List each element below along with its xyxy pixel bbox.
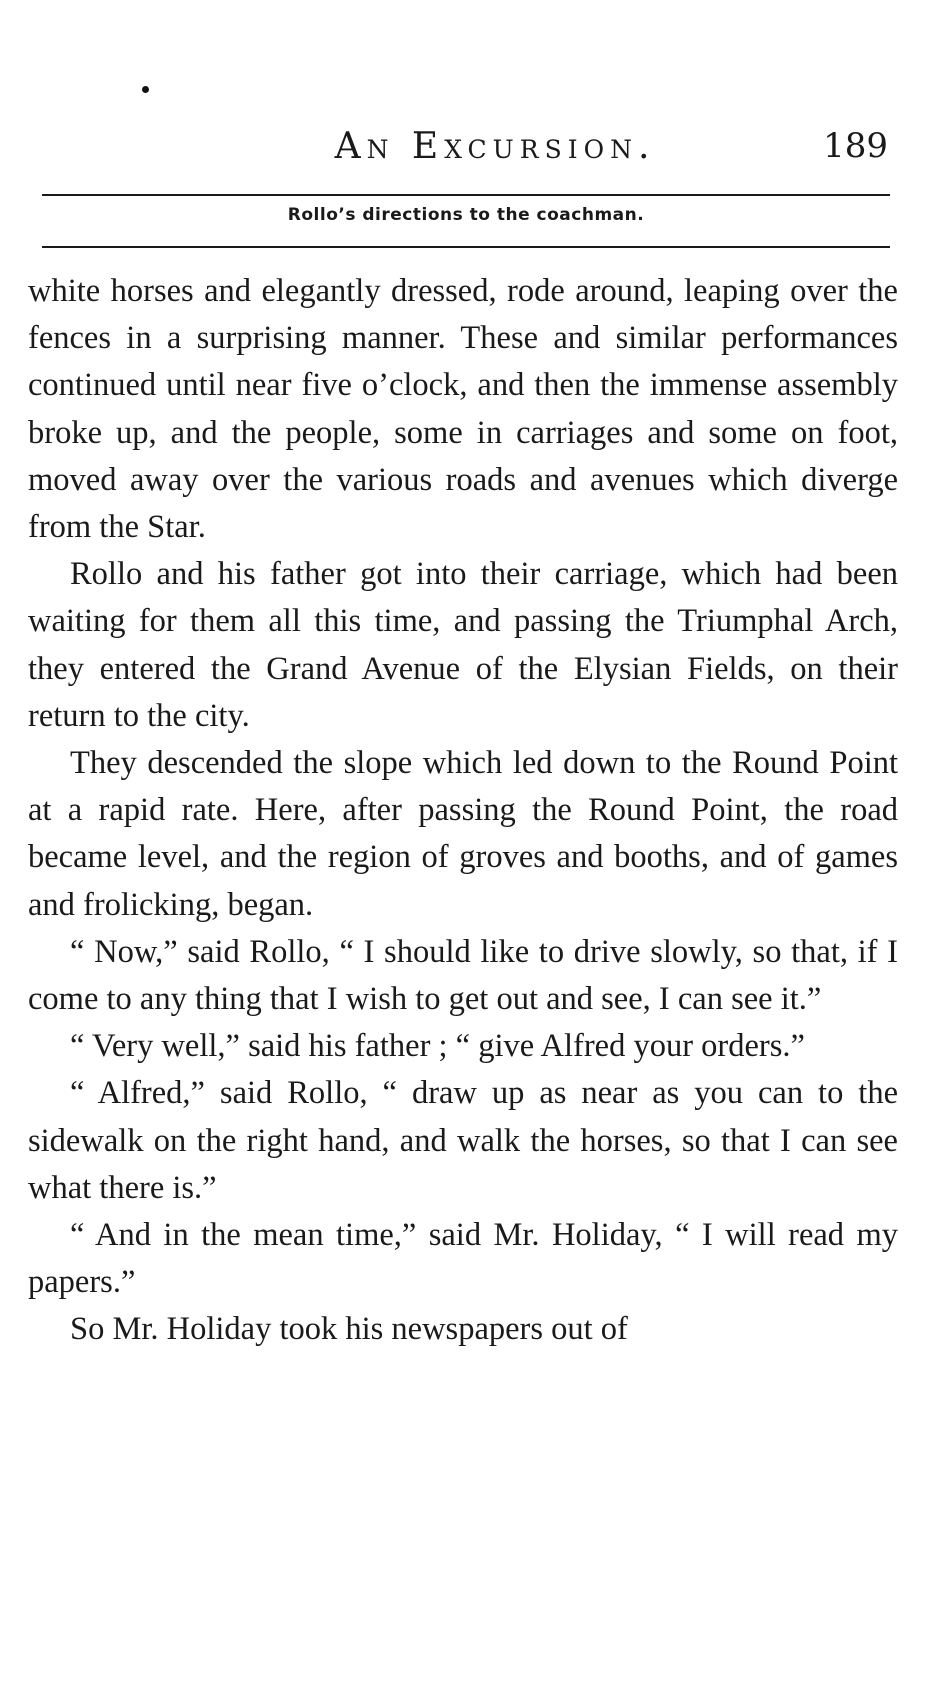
running-title: An Excursion.	[334, 126, 656, 167]
body-text	[28, 268, 898, 1354]
paragraph: “ Now,” said Rollo, “ I should like to drive slowly, so that, if I come to any thing that I wish to get out and see, I can see it.”	[28, 933, 898, 1018]
paragraph: white horses and elegantly dressed, rode around, leaping over the fences in a surprising manner. These and similar performances continued until near five o’clock, and then the immense assembly broke up, and the people, some in carriages and some on foot, moved away over the various roads and avenues which diverge from the Star.	[28, 273, 898, 546]
ink-speck	[142, 86, 149, 93]
paragraph: Rollo and his father got into their carriage, which had been waiting for them all this time, and passing the Triumphal Arch, they entered the Grand Avenue of the Elysian Fields, on their return to the city.	[28, 556, 898, 734]
paragraph: “ Very well,” said his father ; “ give Alfred your orders.”	[70, 1028, 805, 1065]
paragraph: They descended the slope which led down to the Round Point at a rapid rate. Here, after passing the Round Point, the road became level, and the region of groves and booths, and of games and frolicking, began.	[28, 745, 898, 923]
section-subheading: Rollo’s directions to the coachman.	[287, 205, 645, 225]
header-rule-top	[42, 194, 890, 196]
paragraph: “ Alfred,” said Rollo, “ draw up as near as you can to the sidewalk on the right hand, and walk the horses, so that I can see what there is.”	[28, 1075, 898, 1206]
paragraph: “ And in the mean time,” said Mr. Holiday, “ I will read my papers.”	[28, 1217, 898, 1301]
header-rule-bottom	[42, 246, 890, 248]
page-number: 189	[823, 126, 888, 166]
page-header	[42, 120, 890, 180]
paragraph: So Mr. Holiday took his newspapers out of	[70, 1311, 628, 1348]
